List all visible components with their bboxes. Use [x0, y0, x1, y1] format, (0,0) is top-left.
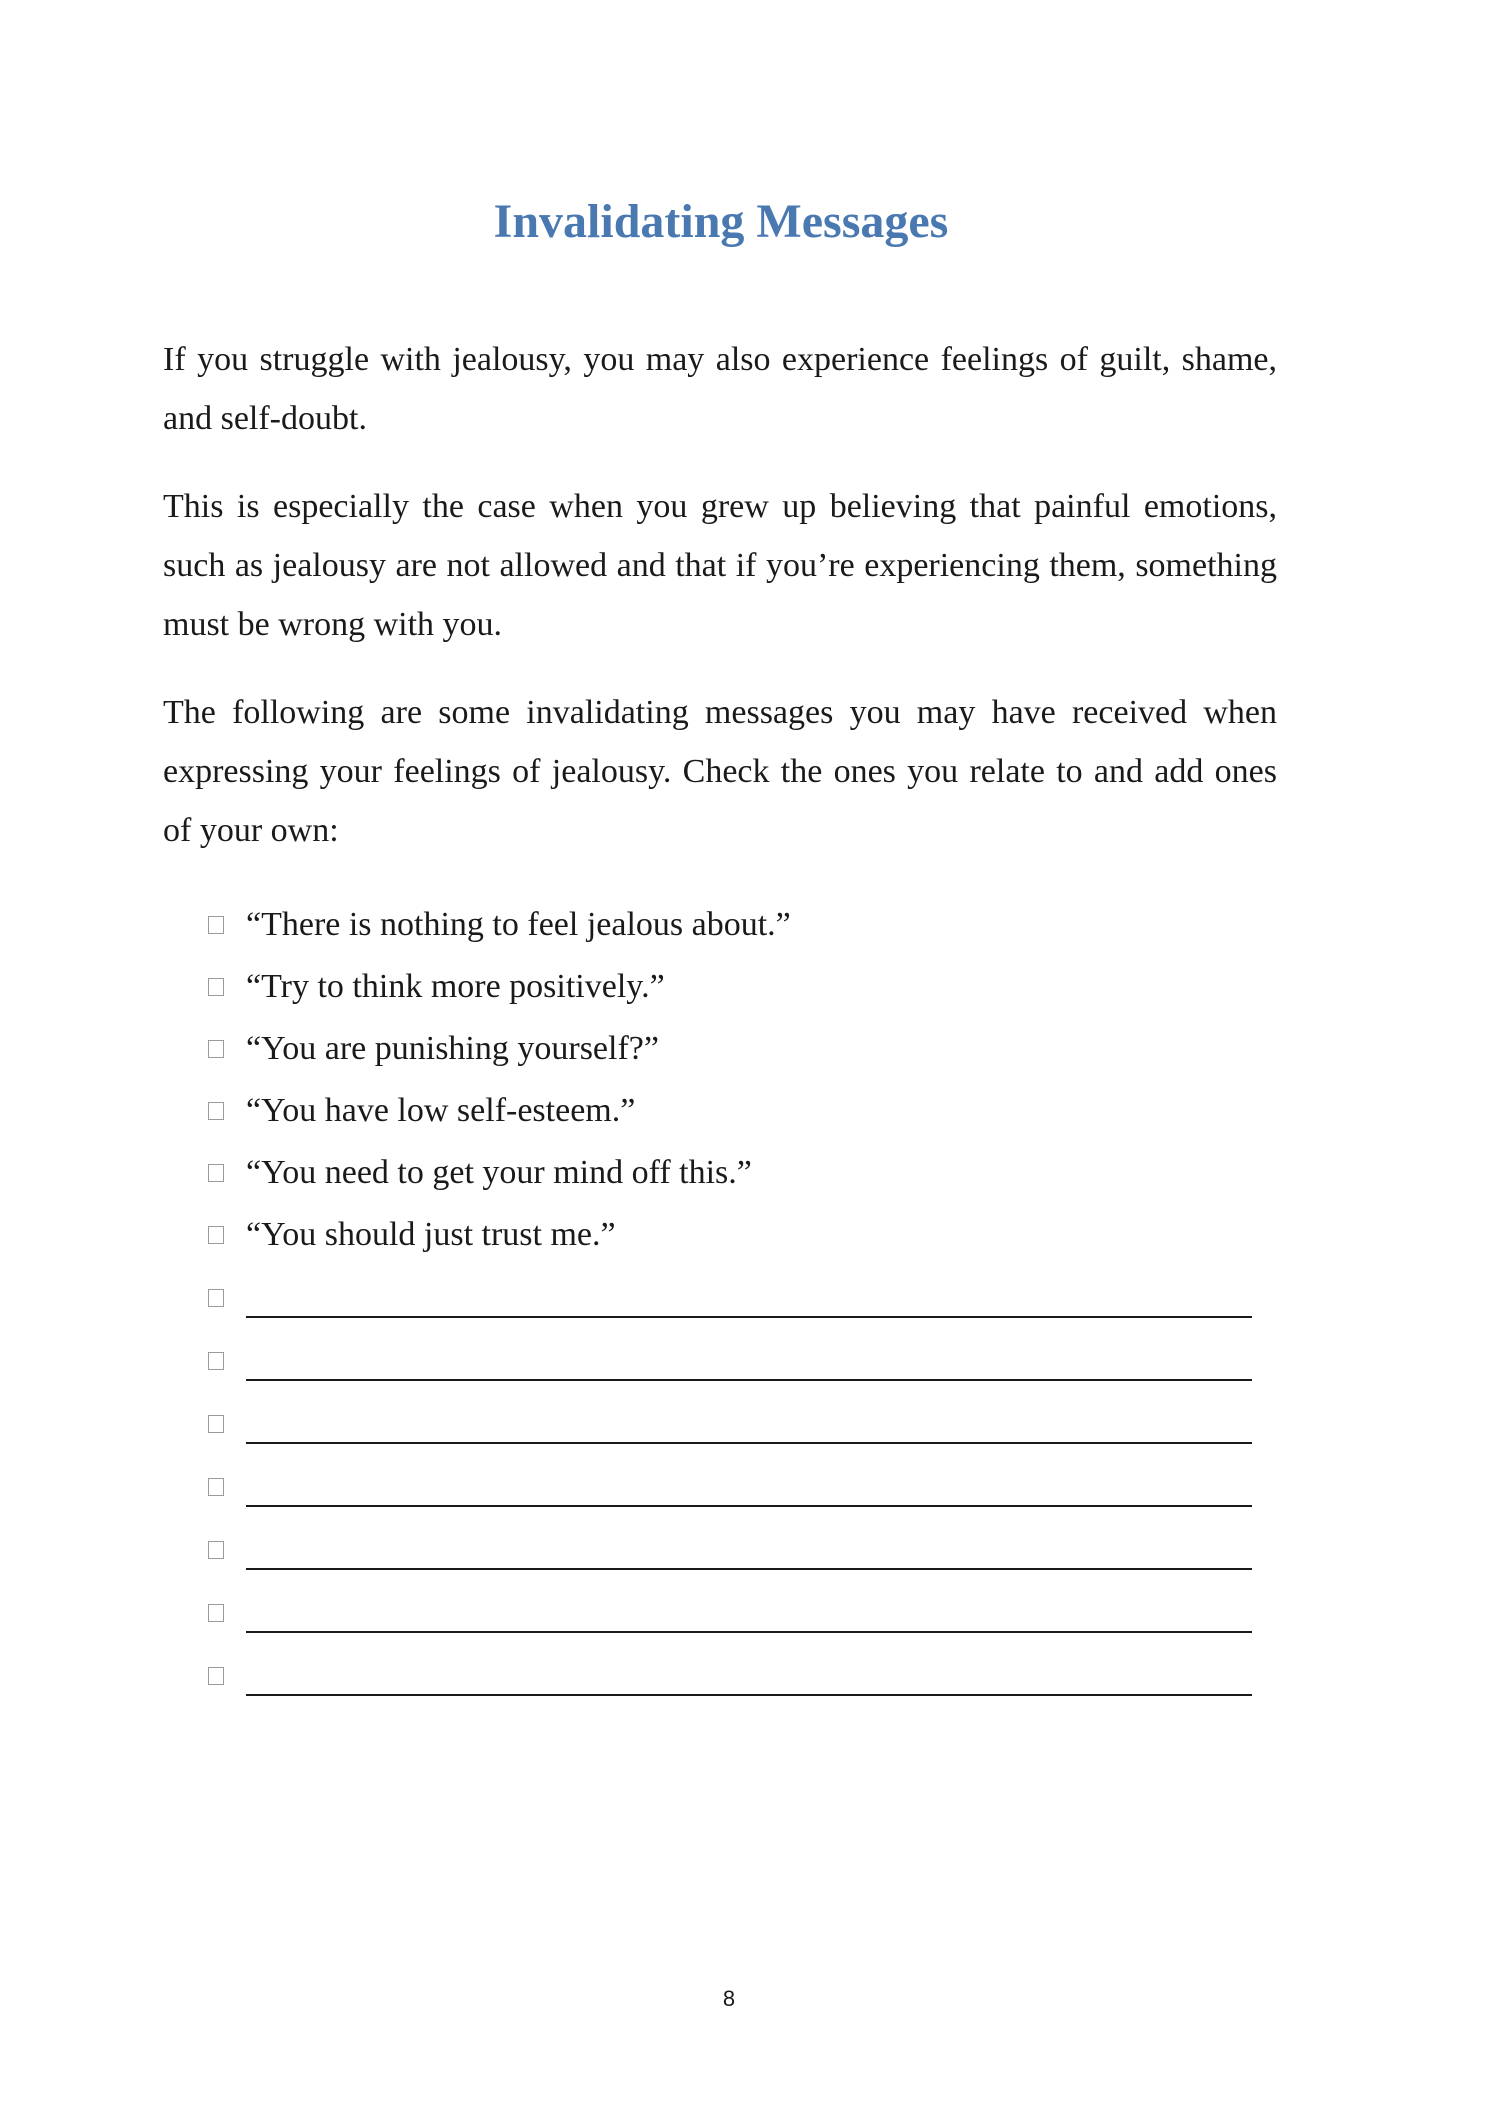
checkbox[interactable]	[208, 1604, 224, 1622]
checklist-item	[208, 1018, 1270, 1080]
intro-paragraph: If you struggle with jealousy, you may also experience feelings of guilt, shame, and self-doubt.	[163, 341, 1277, 437]
blank-checklist-item	[208, 1644, 1270, 1707]
checkbox[interactable]	[208, 1164, 224, 1182]
write-in-line[interactable]	[246, 1477, 1252, 1507]
write-in-line[interactable]	[246, 1288, 1252, 1318]
checkbox[interactable]	[208, 916, 224, 934]
checkbox[interactable]	[208, 1478, 224, 1496]
checklist-item-text: “There is nothing to feel jealous about.”	[246, 906, 791, 943]
checkbox[interactable]	[208, 1415, 224, 1433]
checklist-item	[208, 1080, 1270, 1142]
checklist-item	[208, 1204, 1270, 1266]
blank-checklist-item	[208, 1329, 1270, 1392]
checkbox[interactable]	[208, 978, 224, 996]
write-in-line[interactable]	[246, 1540, 1252, 1570]
checklist-item-text: “You should just trust me.”	[246, 1216, 616, 1253]
checklist-item-text: “You are punishing yourself?”	[246, 1030, 659, 1067]
invalidating-messages-checklist	[208, 894, 1270, 1707]
page-number: 8	[722, 1986, 736, 2011]
checkbox[interactable]	[208, 1226, 224, 1244]
checklist-item	[208, 894, 1270, 956]
checkbox[interactable]	[208, 1102, 224, 1120]
write-in-line[interactable]	[246, 1351, 1252, 1381]
write-in-line[interactable]	[246, 1414, 1252, 1444]
checkbox[interactable]	[208, 1667, 224, 1685]
blank-checklist-item	[208, 1581, 1270, 1644]
blank-checklist-item	[208, 1455, 1270, 1518]
write-in-line[interactable]	[246, 1603, 1252, 1633]
write-in-line[interactable]	[246, 1666, 1252, 1696]
instructions-paragraph: The following are some invalidating messages you may have received when expressing your feelings of jealousy. Check the ones you relate to and add ones of your own:	[163, 694, 1277, 849]
checkbox[interactable]	[208, 1352, 224, 1370]
page-title: Invalidating Messages	[493, 195, 949, 248]
checkbox[interactable]	[208, 1040, 224, 1058]
checkbox[interactable]	[208, 1289, 224, 1307]
checklist-item-text: “You have low self-esteem.”	[246, 1092, 636, 1129]
blank-checklist-item	[208, 1266, 1270, 1329]
checklist-item	[208, 1142, 1270, 1204]
checklist-item-text: “Try to think more positively.”	[246, 968, 665, 1005]
body-text	[163, 330, 1277, 889]
checklist-item	[208, 956, 1270, 1018]
checklist-item-text: “You need to get your mind off this.”	[246, 1154, 752, 1191]
checkbox[interactable]	[208, 1541, 224, 1559]
blank-checklist-item	[208, 1392, 1270, 1455]
blank-checklist-item	[208, 1518, 1270, 1581]
context-paragraph: This is especially the case when you grew up believing that painful emotions, such as jealousy are not allowed and that if you’re experiencing them, something must be wrong with you.	[163, 488, 1277, 643]
